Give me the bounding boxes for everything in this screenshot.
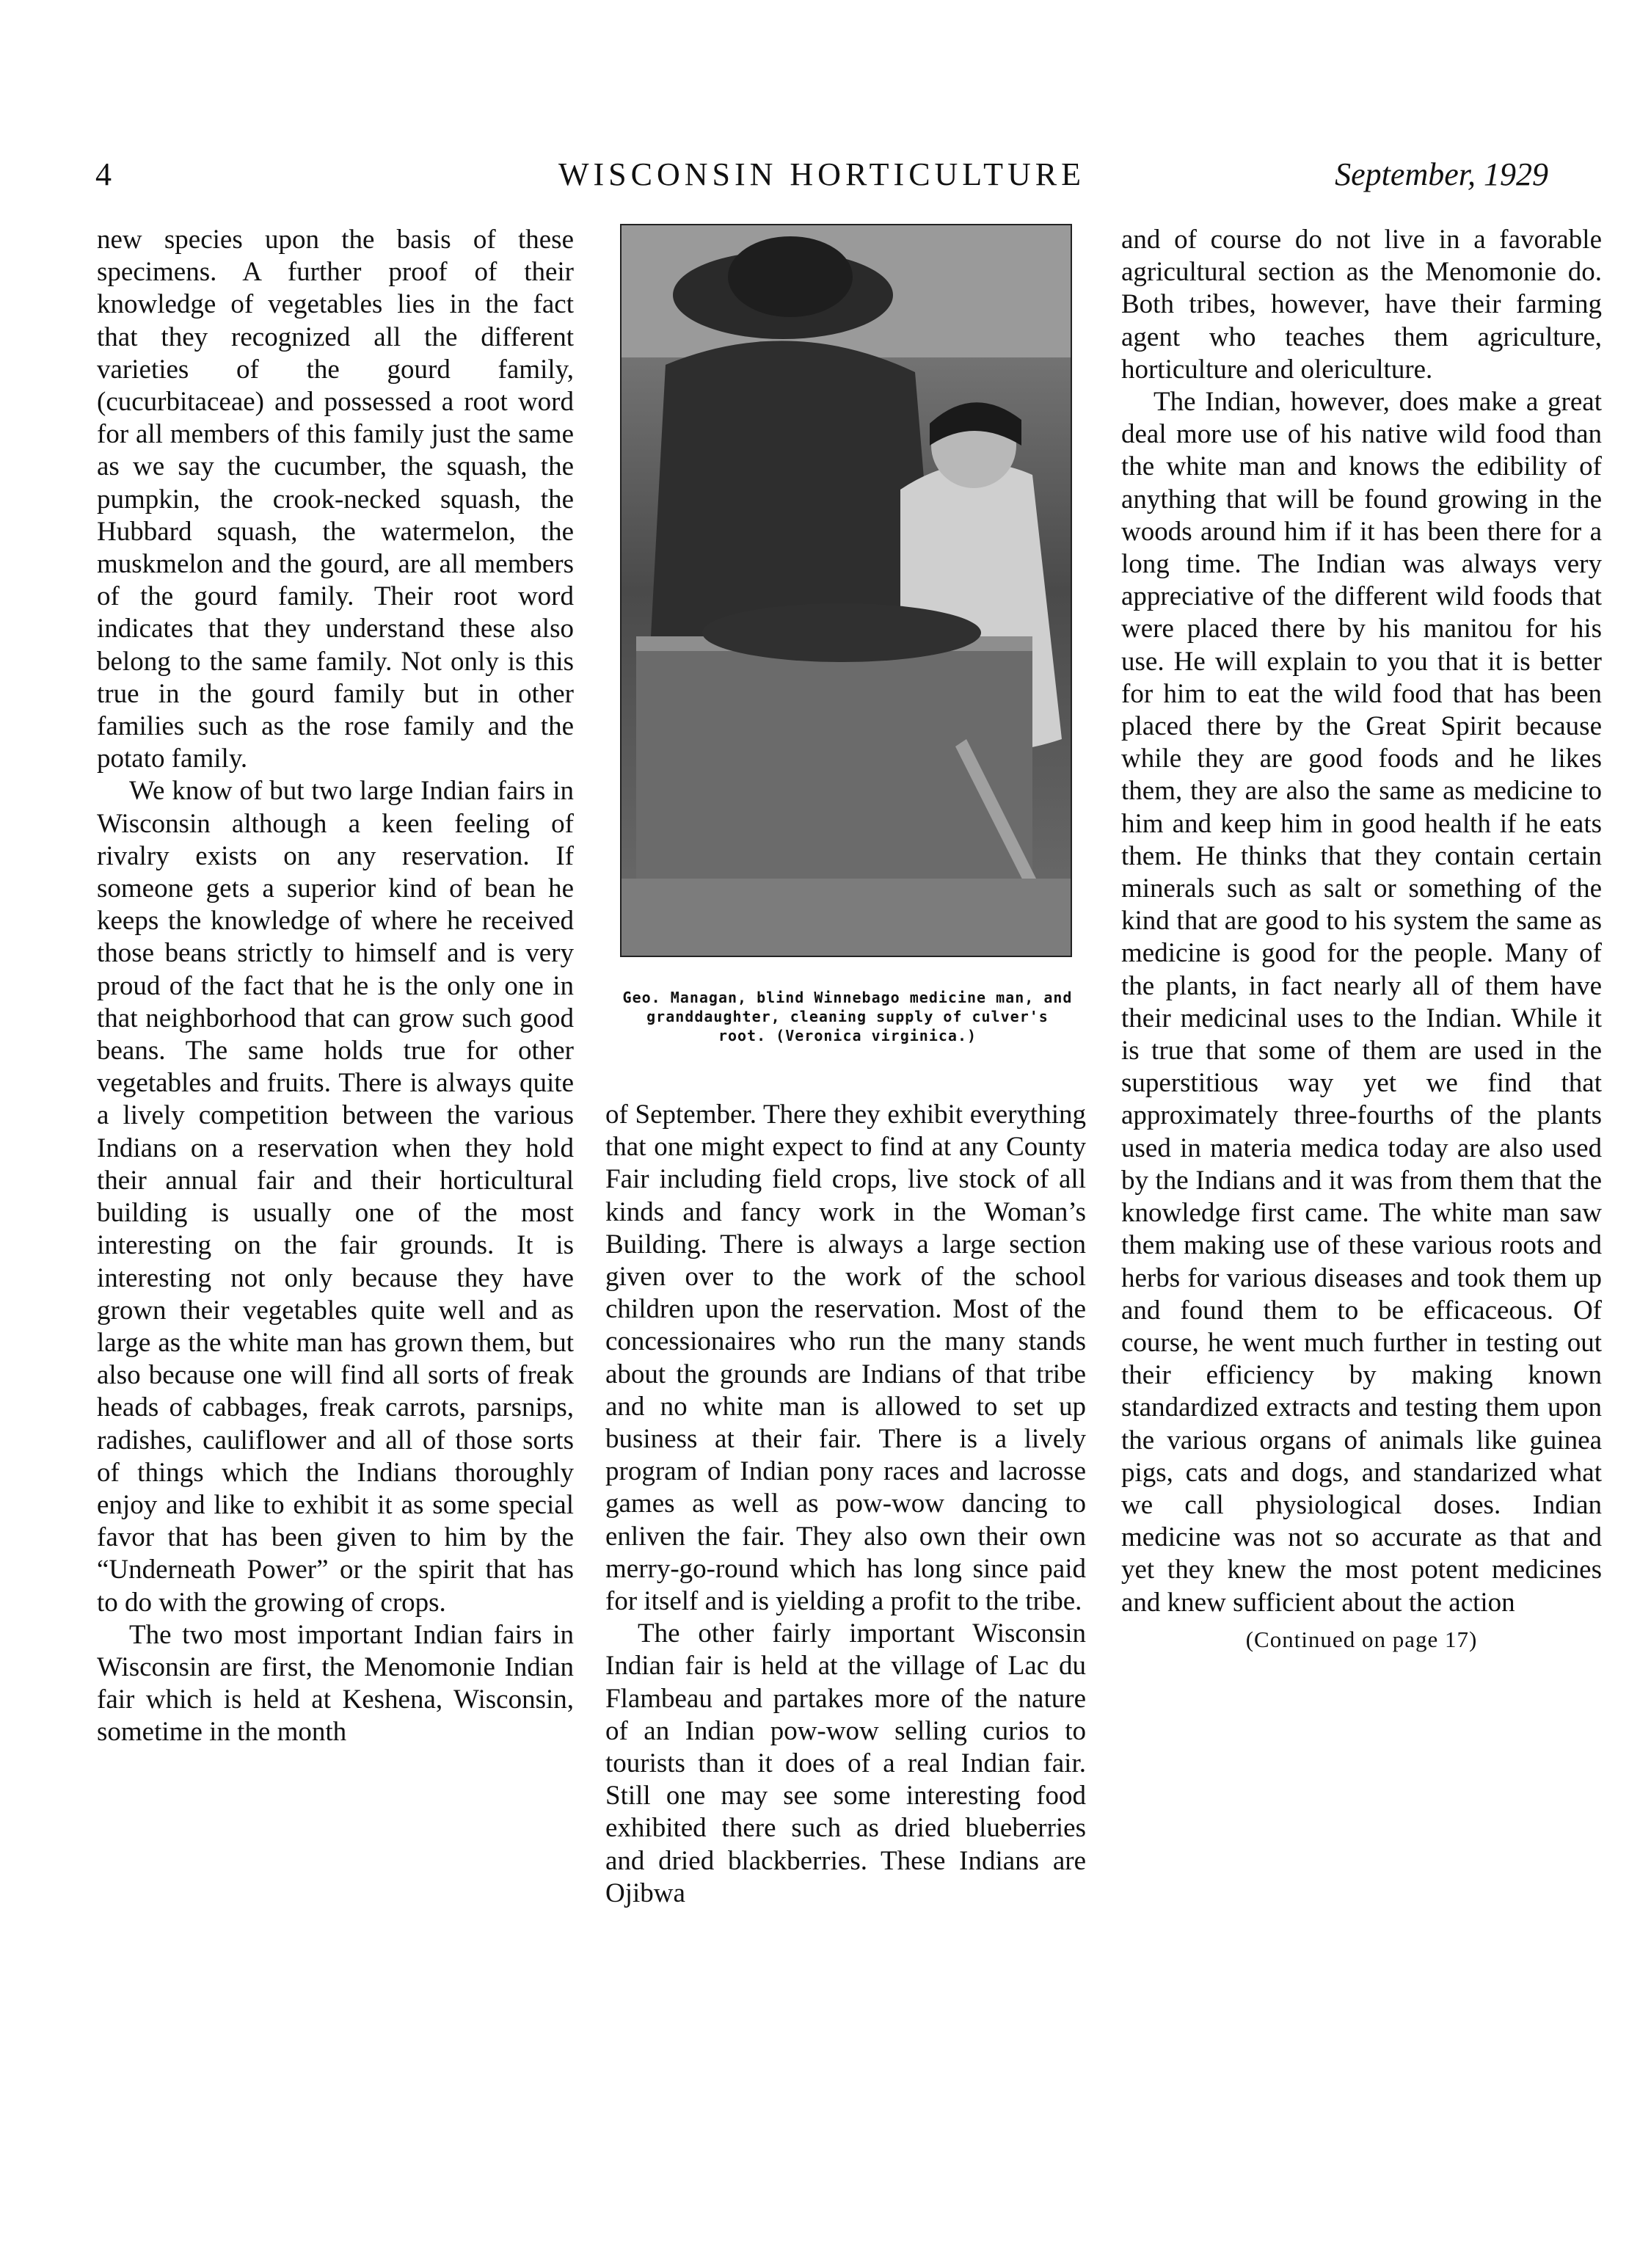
article-column-2: [605, 1099, 1086, 1910]
paragraph: The Indian, however, does make a great deal more use of his native wild food than the white man and knows the edibility of anything that will be found growing in the woods around him if it has been there for a long time. The Indian was always very appreciative of the different wild foods that were placed there by his manitou for his use. He will explain to you that it is better for him to eat the wild food that has been placed there by the Great Spirit because while they are good foods and he likes them, they are also the same as medicine to him and keep him in good health if he eats them. He thinks that they contain certain minerals such as salt or something of the kind that are good to his system the same as medicine is good for the people. Many of the plants, in fact nearly all of them have their medicinal uses to the Indian. While it is true that some of them are used in the superstitious way yet we find that approximately three-fourths of the plants used in materia medica today are also used by the Indians and it was from them that the knowledge first came. The white man saw them making use of these various roots and herbs for various diseases and took them up and found them to be efficaceous. Of course, he went much further in testing out their efficiency by making known standardized extracts and testing them upon the various organs of animals like guinea pigs, cats and dogs, and standarized what we call physiological doses. Indian medicine was not so accurate as that and yet they knew the most potent medicines and knew sufficient about the action: [1121, 387, 1602, 1618]
article-column-1: [97, 224, 574, 1749]
continued-note: (Continued on page 17): [1245, 1626, 1478, 1652]
photo-man-and-granddaughter: [620, 224, 1072, 957]
photo-caption: Geo. Managan, blind Winnebago medicine man, and granddaughter, cleaning supply of culver's root. (Veronica virginica.): [622, 989, 1073, 1044]
paragraph: and of course do not live in a favorable agricultural section as the Menomonie do. Both tribes, however, have their farming agent who teaches them agriculture, horticulture and olericulture.: [1121, 225, 1602, 385]
paragraph: The other fairly important Wisconsin Indian fair is held at the village of Lac du Flambeau and partakes more of the nature of an Indian pow-wow selling curios to tourists than it does of a real Indian fair. Still one may see some interesting food exhibited there such as dried blueberries and dried blackberries. These Indians are Ojibwa: [605, 1618, 1086, 1908]
paragraph: new species upon the basis of these specimens. A further proof of their knowledge of vegetables lies in the fact that they recognized all the different varieties of the gourd family, (cucurbitaceae) and possessed a root word for all members of this family just the same as we say the cucumber, the squash, the pumpkin, the crook-necked squash, the Hubbard squash, the watermelon, the muskmelon and the gourd, are all members of the gourd family. Their root word indicates that they understand these also belong to the same family. Not only is this true in the gourd family but in other families such as the rose family and the potato family.: [97, 225, 574, 774]
article-column-3: [1121, 224, 1602, 1656]
paragraph: We know of but two large Indian fairs in Wisconsin although a keen feeling of rivalry exists on any reservation. If someone gets a superior kind of bean he keeps the knowledge of where he received those beans strictly to himself and is very proud of the fact that he is the only one in that neighborhood that can grow such good beans. The same holds true for other vegetables and fruits. There is always quite a lively competition between the various Indians on a reservation when they hold their annual fair and their horticultural building is usually one of the most interesting on the fair grounds. It is interesting not only because they have grown their vegetables quite well and as large as the white man has grown them, but also because one will find all sorts of freak heads of cabbages, freak carrots, parsnips, radishes, cauliflower and all of those sorts of things which the Indians thoroughly enjoy and like to exhibit it as some special favor that has been given to him by the “Underneath Power” or the spirit that has to do with the growing of crops.: [97, 776, 574, 1618]
paragraph: The two most important Indian fairs in Wisconsin are first, the Menomonie Indian fair which is held at Keshena, Wisconsin, sometime in the month: [97, 1619, 574, 1748]
page-header: [95, 153, 1548, 197]
photo-figure: [620, 224, 1075, 1045]
paragraph: of September. There they exhibit everything that one might expect to find at any County Fair including field crops, live stock of all kinds and fancy work in the Woman’s Building. There is always a large section given over to the work of the school children upon the reservation. Most of the concessionaires who run the many stands about the grounds are Indians of that tribe and no white man is allowed to set up business at their fair. There is a lively program of Indian pony races and lacrosse games as well as pow-wow dancing to enliven the fair. They also own their own merry-go-round which has long since paid for itself and is yielding a profit to the tribe.: [605, 1100, 1086, 1617]
issue-date: September, 1929: [1335, 156, 1548, 192]
photo-illustration: [622, 225, 1071, 956]
page-number: 4: [95, 156, 112, 192]
magazine-title: WISCONSIN HORTICULTURE: [558, 156, 1086, 192]
